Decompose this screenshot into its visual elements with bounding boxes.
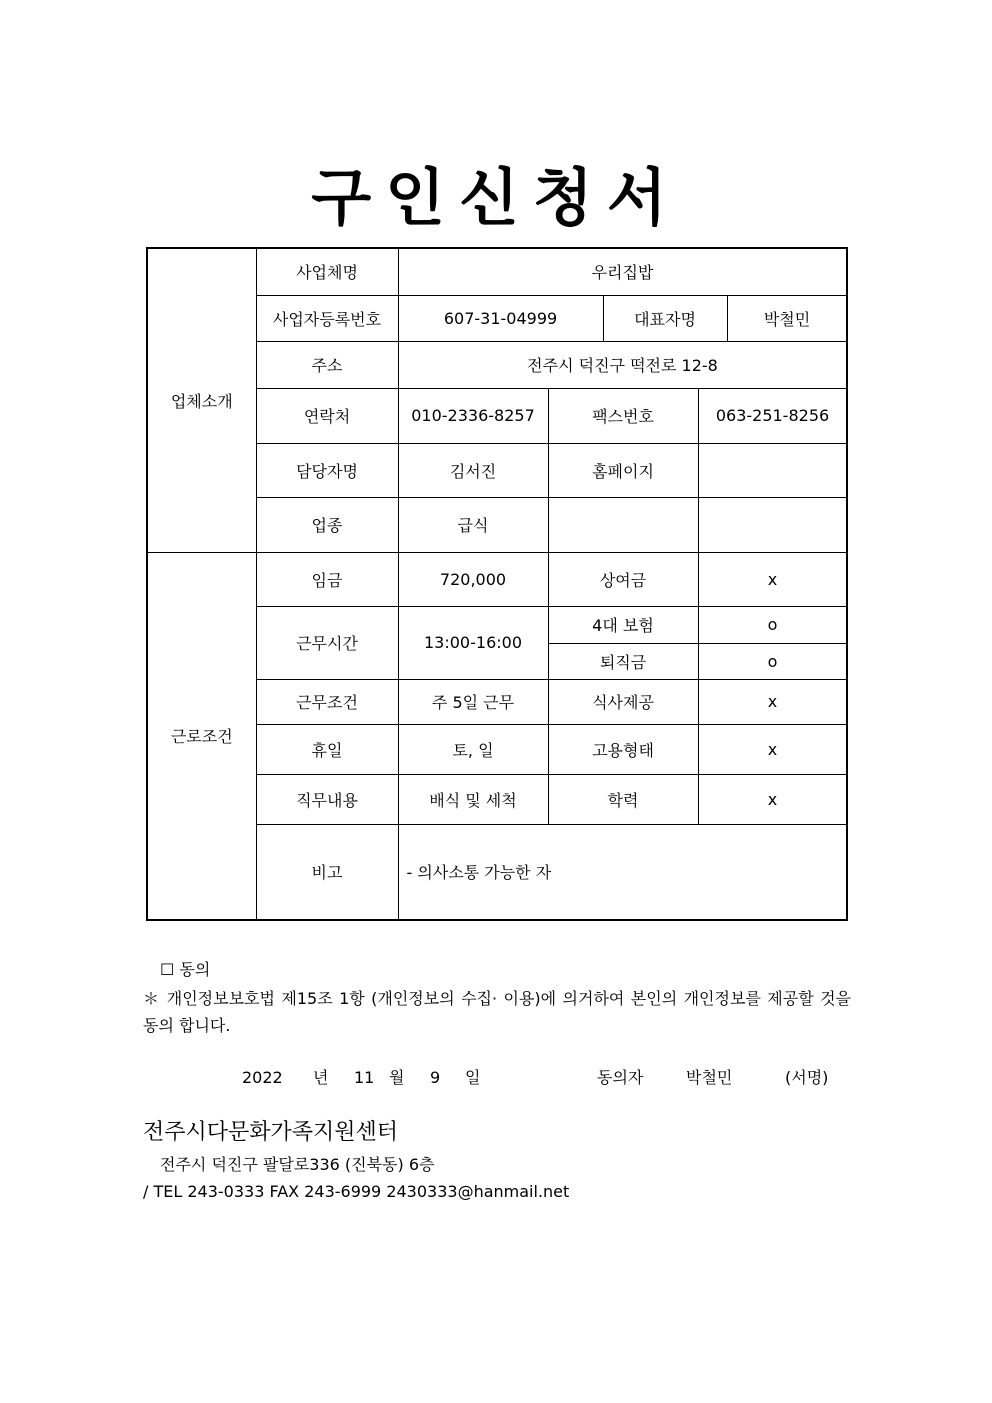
date-signature-row xyxy=(0,1066,992,1090)
remarks-text: - 의사소통 가능한 자 xyxy=(398,824,847,920)
work-condition-value: 주 5일 근무 xyxy=(398,679,548,724)
duty-value: 배식 및 세척 xyxy=(398,774,548,824)
severance-value: o xyxy=(698,643,847,679)
business-name-label: 사업체명 xyxy=(256,248,398,295)
company-section-label: 업체소개 xyxy=(147,248,256,552)
employment-label: 고용형태 xyxy=(548,724,698,774)
center-name: 전주시다문화가족지원센터 xyxy=(143,1120,399,1145)
meal-label: 식사제공 xyxy=(548,679,698,724)
fax-label: 팩스번호 xyxy=(548,388,698,443)
manager-label: 담당자명 xyxy=(256,443,398,497)
homepage-value xyxy=(698,443,847,497)
center-address: 전주시 덕진구 팔달로336 (진북동) 6층 xyxy=(160,1155,435,1174)
date-year-unit: 년 xyxy=(313,1068,329,1087)
consenter-label: 동의자 xyxy=(597,1068,644,1087)
phone-value: 010-2336-8257 xyxy=(398,388,548,443)
document-title: 구인신청서 xyxy=(311,161,681,234)
row-business-name xyxy=(147,248,847,295)
meal-value: x xyxy=(698,679,847,724)
insurance-label: 4대 보험 xyxy=(548,606,698,643)
job-application-table xyxy=(146,247,848,921)
fax-value: 063-251-8256 xyxy=(698,388,847,443)
homepage-label: 홈페이지 xyxy=(548,443,698,497)
holiday-value: 토, 일 xyxy=(398,724,548,774)
remarks-label: 비고 xyxy=(256,824,398,920)
business-name-value: 우리집밥 xyxy=(398,248,847,295)
ceo-label: 대표자명 xyxy=(604,296,728,341)
industry-label: 업종 xyxy=(256,497,398,552)
date-month-unit: 월 xyxy=(389,1068,405,1087)
industry-extra-cell-2 xyxy=(698,497,847,552)
manager-value: 김서진 xyxy=(398,443,548,497)
address-value: 전주시 덕진구 떡전로 12-8 xyxy=(398,341,847,388)
date-year: 2022 xyxy=(242,1068,283,1087)
duty-label: 직무내용 xyxy=(256,774,398,824)
row-wage xyxy=(147,552,847,606)
wage-label: 임금 xyxy=(256,552,398,606)
bonus-value: x xyxy=(698,552,847,606)
severance-label: 퇴직금 xyxy=(548,643,698,679)
privacy-statement: ＊ 개인정보보호법 제15조 1항 (개인정보의 수집· 이용)에 의거하여 본인의 개인정보를 제공할 것을 동의 합니다. xyxy=(143,989,851,1035)
date-day-unit: 일 xyxy=(465,1068,481,1087)
industry-value: 급식 xyxy=(398,497,548,552)
center-contact: / TEL 243-0333 FAX 243-6999 2430333@hanmail.net xyxy=(143,1182,570,1201)
hours-label: 근무시간 xyxy=(256,606,398,679)
work-condition-label: 근무조건 xyxy=(256,679,398,724)
date-day: 9 xyxy=(430,1068,441,1087)
bonus-label: 상여금 xyxy=(548,552,698,606)
address-label: 주소 xyxy=(256,341,398,388)
insurance-value: o xyxy=(698,606,847,643)
reg-no-label: 사업자등록번호 xyxy=(256,295,398,341)
industry-extra-cell-1 xyxy=(548,497,698,552)
consenter-name: 박철민 xyxy=(686,1068,733,1087)
signature-label: (서명) xyxy=(785,1068,829,1087)
employment-value: x xyxy=(698,724,847,774)
wage-value: 720,000 xyxy=(398,552,548,606)
phone-label: 연락처 xyxy=(256,388,398,443)
reg-no-value: 607-31-04999 xyxy=(399,296,604,341)
consent-checkbox-label[interactable]: ☐ 동의 xyxy=(160,960,211,979)
conditions-section-label: 근로조건 xyxy=(147,552,256,920)
holiday-label: 휴일 xyxy=(256,724,398,774)
hours-value: 13:00-16:00 xyxy=(398,606,548,679)
education-value: x xyxy=(698,774,847,824)
ceo-value: 박철민 xyxy=(763,309,811,329)
education-label: 학력 xyxy=(548,774,698,824)
date-month: 11 xyxy=(354,1068,375,1087)
